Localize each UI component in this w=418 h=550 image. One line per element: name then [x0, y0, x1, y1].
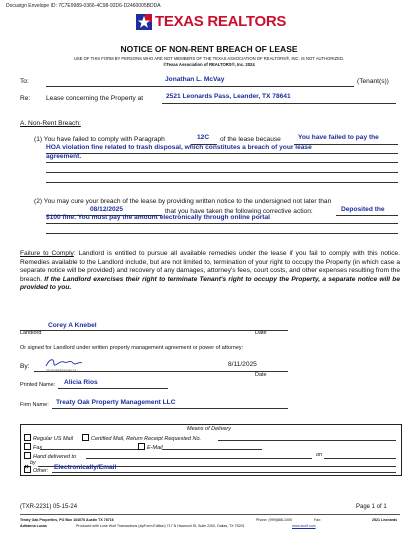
reason-underline-2 [46, 162, 398, 163]
action-line [336, 215, 398, 216]
signature-id: 3D4E9B6B5409F47A... [46, 369, 80, 373]
email-line [162, 449, 262, 450]
reason-underline-3 [46, 172, 398, 173]
landlord-name-field[interactable]: Corey A Knebel [48, 322, 97, 329]
form-id: (TXR-2231) 05-15-24 [20, 504, 78, 510]
copyright: ©Texas Association of REALTORS®, Inc. 2024 [163, 62, 255, 67]
reason-underline-4 [46, 182, 398, 183]
signature-scribble [42, 356, 92, 370]
hand-line [86, 458, 312, 459]
firm-line [52, 408, 288, 409]
footer-fax: Fax: [314, 518, 321, 522]
reason-line-1[interactable]: You have failed to pay the [298, 134, 379, 141]
printed-name-field[interactable]: Alicia Rios [64, 379, 98, 386]
footer-site-link[interactable]: www.lwolf.com [292, 524, 316, 528]
failure-body: : Landlord is entitled to pursue all available remedies under the lease if you fail to comply with this notice. Remedies available to the Landlord include, but are not limited to, termination of your right to occupy the Property (in which case a separate notice will be provided) and recovery of any damages, attorney's fees, court costs, and other expenses resulting from the breach. [20, 250, 400, 283]
texas-flag-icon [136, 14, 152, 30]
action-underline-1 [46, 223, 398, 224]
regular-mail-checkbox[interactable] [24, 434, 31, 441]
or-signed-text: Or signed for Landlord under written property management agreement or power of attorney: [20, 345, 244, 351]
certified-mail-label: Certified Mail, Return Receipt Requested No. [91, 436, 202, 442]
fax-label: Fax [33, 445, 43, 451]
re-text: Lease concerning the Property at [46, 95, 144, 102]
fax-checkbox[interactable] [24, 443, 31, 450]
logo-brand-text: TEXAS REALTORS [155, 13, 287, 30]
failure-emph: If the Landlord exercises their right to terminate Tenant's right to occupy the Property, a separate notice will be provided to you. [20, 275, 400, 292]
footer-doc: 2521 Leonards [372, 518, 398, 522]
action-underline-2 [46, 233, 398, 234]
other-checkbox-checked[interactable] [24, 466, 31, 473]
by-date-label: Date [255, 372, 267, 378]
form-title: NOTICE OF NON-RENT BREACH OF LEASE [120, 44, 298, 54]
delivery-regular[interactable] [24, 434, 73, 442]
re-label: Re: [20, 95, 31, 102]
footer-agent: Adrianna Lucas [20, 524, 47, 528]
tenant-suffix: (Tenant(s)) [357, 78, 389, 85]
firm-name-label: Firm Name: [20, 402, 49, 408]
delivery-certified[interactable] [82, 434, 201, 442]
item2-text: (2) You may cure your breach of the lease by providing written notice to the undersigned not later than [34, 198, 332, 205]
hand-delivered-checkbox[interactable] [24, 452, 31, 459]
delivery-heading: Means of Delivery [186, 426, 232, 432]
action-line-2[interactable]: $100 fine. You must pay the amount electronically through online portal [46, 214, 270, 221]
hand-on-label: on [316, 452, 323, 458]
property-address-field[interactable]: 2521 Leonards Pass, Leander, TX 78641 [166, 93, 291, 100]
envelope-id: Docusign Envelope ID: 7C7E9989-0366-4C98-92D6-D2460005BDDA [6, 3, 161, 9]
by-date-field[interactable]: 8/11/2025 [228, 361, 257, 368]
email-label: E-Mail [147, 445, 163, 451]
disclaimer: USE OF THIS FORM BY PERSONS WHO ARE NOT MEMBERS OF THE TEXAS ASSOCIATION OF REALTORS®, INC. IS NOT AUTHORIZED. [73, 56, 345, 61]
item2-mid: that you have taken the following corrective action: [165, 208, 313, 215]
delivery-other[interactable] [24, 466, 48, 474]
action-line-1[interactable]: Deposited the [341, 206, 385, 213]
reason-underline-1 [46, 153, 398, 154]
certified-mail-checkbox[interactable] [82, 434, 89, 441]
delivery-email[interactable] [138, 443, 163, 451]
footer-rule [20, 514, 400, 515]
signature-image[interactable] [42, 356, 92, 376]
item1-mid: of the lease because [220, 136, 281, 143]
reason-line-2[interactable]: HOA violation fine related to trash disposal, which constitutes a breach of your lease [46, 144, 312, 151]
certified-line [218, 440, 396, 441]
fax-line [40, 449, 140, 450]
reason-line-3[interactable]: agreement. [46, 153, 82, 160]
other-delivery-field[interactable]: Electronically/Email [54, 464, 117, 471]
hand-on-line [324, 458, 396, 459]
to-label: To: [20, 78, 29, 85]
by-label: By: [20, 363, 30, 370]
failure-lead: Failure to Comply [20, 250, 74, 257]
to-line [46, 86, 354, 87]
hand-delivered-label: Hand delivered to [33, 454, 77, 460]
section-a-heading: A. Non-Rent Breach: [20, 120, 81, 127]
tenant-name-field[interactable]: Jonathan L. McVay [165, 76, 225, 83]
delivery-hand[interactable] [24, 452, 76, 460]
landlord-label: Landlord [20, 330, 42, 336]
regular-mail-label: Regular US Mail [33, 436, 74, 442]
email-checkbox[interactable] [138, 443, 145, 450]
cure-date-field[interactable]: 08/12/2025 [90, 206, 124, 213]
footer-company: Treaty Oak Properties, PO Box 164076 Austin TX 78716 [20, 518, 114, 522]
footer-produced: Produced with Lone Wolf Transactions (zipForm Edition) 717 N Harwood St, Suite 2200, Dallas, TX 75201 [76, 524, 245, 528]
paragraph-field[interactable]: 12C [197, 134, 210, 141]
printed-line [58, 388, 168, 389]
firm-name-field[interactable]: Treaty Oak Property Management LLC [56, 399, 176, 406]
landlord-date-label: Date [255, 330, 267, 336]
footer-phone: Phone: (999)888-1000 [256, 518, 292, 522]
failure-paragraph [20, 250, 400, 293]
hand-by-label: by [30, 460, 36, 466]
other-label: Other: [33, 468, 49, 474]
printed-name-label: Printed Name: [20, 382, 56, 388]
item1-text: (1) You have failed to comply with Paragraph [34, 136, 165, 143]
texas-realtors-logo [136, 13, 296, 31]
page-number: Page 1 of 1 [356, 504, 387, 510]
property-line [162, 103, 396, 104]
